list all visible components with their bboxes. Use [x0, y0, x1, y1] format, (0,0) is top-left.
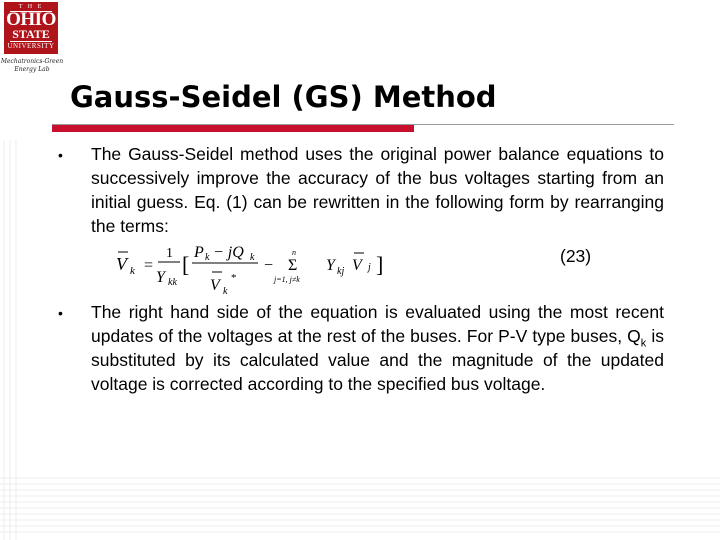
eq-vk-conj-sub: k	[223, 286, 228, 297]
eq-bracket-close: ]	[376, 252, 384, 277]
eq-sigma-bottom: j=1, j≠k	[274, 275, 300, 284]
eq-ykk-sub: kk	[168, 277, 177, 288]
logo-ohio: OHIO	[6, 9, 56, 30]
bullet-2-marker: •	[58, 305, 63, 321]
title-underline-red	[52, 125, 414, 132]
eq-qk-sub: k	[250, 252, 255, 263]
eq-bracket-open: [	[182, 252, 190, 277]
logo-the: T H E	[18, 4, 44, 10]
eq-lhs-v: V	[116, 254, 127, 274]
bullet-2-text-end: is substituted by its calculated value and the magnitude of the updated voltage is corrected according to the specified bus voltage.	[91, 326, 665, 394]
eq-ykj: Y	[326, 257, 335, 274]
eq-one: 1	[166, 246, 173, 261]
university-logo	[4, 2, 58, 54]
logo-university: UNIVERSITY	[7, 42, 55, 50]
eq-lhs-sub: k	[130, 265, 135, 277]
logo-state: STATE	[12, 27, 50, 41]
bullet-2-text	[91, 300, 664, 396]
eq-vk-conj: V	[210, 277, 220, 294]
bullet-1-text: The Gauss-Seidel method uses the original power balance equations to successively improve the accuracy of the bus voltages starting from an initial guess. Eq. (1) can be rewritten in the following form by rearranging the terms:	[91, 144, 664, 236]
eq-vj: V	[352, 257, 362, 274]
eq-pk: P	[194, 244, 204, 261]
lab-name	[0, 58, 64, 74]
eq-sigma: Σ	[288, 257, 298, 274]
bullet-1-marker: •	[58, 147, 63, 163]
bullet-2-subscript: k	[640, 337, 647, 350]
lab-name-line2: Energy Lab	[14, 66, 50, 73]
equation-number: (23)	[560, 246, 592, 266]
eq-equals: =	[144, 257, 154, 274]
bullet-2-text-start: The right hand side of the equation is evaluated using the most recent updates of the voltages at the rest of the buses. For P-V type buses, Q	[91, 302, 664, 346]
eq-vj-sub: j	[368, 262, 371, 273]
eq-ykj-sub: kj	[337, 266, 345, 277]
eq-star: *	[231, 272, 237, 284]
eq-ykk: Y	[156, 269, 165, 286]
gauss-seidel-equation	[112, 240, 392, 298]
eq-sigma-top: n	[292, 248, 296, 257]
slide-title: Gauss-Seidel (GS) Method	[70, 80, 497, 114]
eq-jqk: − jQ	[213, 244, 244, 261]
eq-pk-sub: k	[205, 252, 210, 263]
lab-name-line1: Mechatronics-Green	[0, 58, 64, 65]
eq-minus: −	[264, 257, 274, 274]
